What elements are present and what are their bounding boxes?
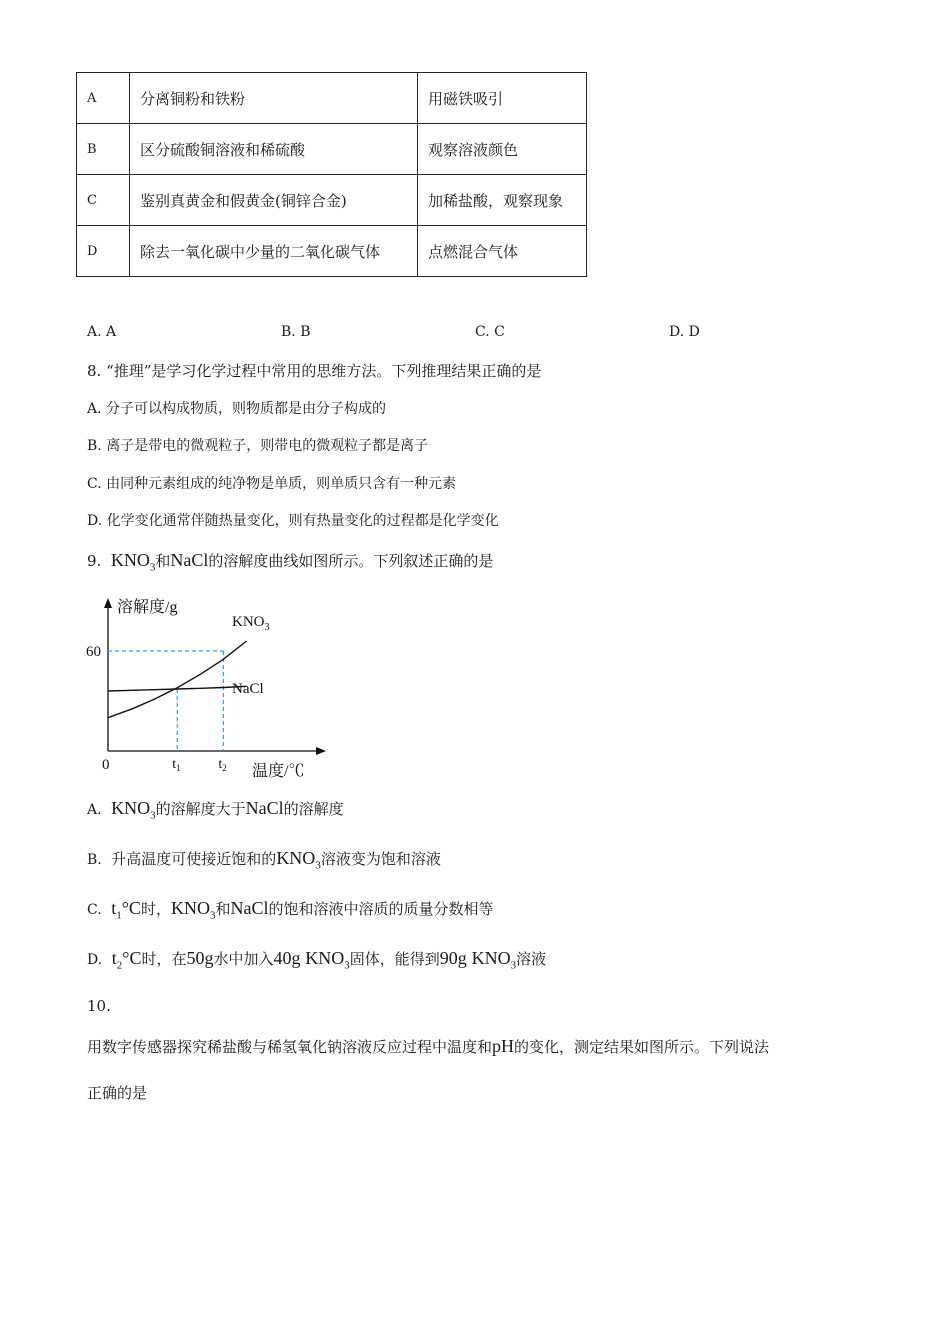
solubility-chart (80, 588, 340, 783)
q8-option-b: B. 离子是带电的微观粒子，则带电的微观粒子都是离子 (87, 438, 429, 454)
y-axis-arrow (104, 598, 112, 608)
experiment-method: 观察溶液颜色 (418, 124, 587, 175)
kno3-formula: $KNO_3$ (110, 550, 156, 574)
x-tick-t1 (172, 757, 180, 773)
y-tick-60: 60 (86, 644, 101, 660)
table-row (77, 175, 587, 226)
q7-option-c: C. C (475, 324, 505, 340)
q10-number: 10. (87, 997, 111, 1015)
experiment-purpose: 区分硫酸铜溶液和稀硫酸 (130, 124, 418, 175)
experiment-method: 加稀盐酸，观察现象 (418, 175, 587, 226)
row-label: C (77, 175, 130, 226)
x-tick-t2 (218, 757, 226, 773)
q9-number: 9. (87, 552, 102, 570)
table-row (77, 73, 587, 124)
kno3-series-label (232, 614, 270, 633)
table-row (77, 124, 587, 175)
nacl-series-label: NaCl (232, 681, 264, 697)
row-label: D (77, 226, 130, 277)
row-label: A (77, 73, 130, 124)
q9-option-d: D. $t_2^\circ C$时，在50g水中加入40g $KNO_3$固体，能得到90g $KNO_3$溶液 (87, 948, 547, 972)
q8-option-c: C. 由同种元素组成的纯净物是单质，则单质只含有一种元素 (87, 476, 457, 492)
q7-option-d: D. D (669, 324, 700, 340)
x-tick-sub: 2 (222, 763, 227, 773)
experiment-method: 点燃混合气体 (418, 226, 587, 277)
experiment-purpose: 除去一氧化碳中少量的二氧化碳气体 (130, 226, 418, 277)
nacl-formula: NaCl (170, 550, 209, 570)
kno3-label-main: KNO (232, 614, 265, 630)
q8-stem: 8. “推理”是学习化学过程中常用的思维方法。下列推理结果正确的是 (87, 362, 542, 380)
y-axis-label: 溶解度/g (117, 599, 178, 616)
table-row (77, 226, 587, 277)
x-tick-letter: t (218, 757, 223, 772)
q10-stem-line1: 用数字传感器探究稀盐酸与稀氢氧化钠溶液反应过程中温度和pH的变化，测定结果如图所示。下列说法 (87, 1036, 770, 1056)
q7-option-b: B. B (281, 324, 311, 340)
x-axis-arrow (316, 747, 326, 755)
kno3-label-sub: 3 (264, 622, 270, 633)
experiment-table (76, 72, 587, 277)
experiment-purpose: 分离铜粉和铁粉 (130, 73, 418, 124)
q9-option-c: C. $t_1^\circ C$时，$KNO_3$和NaCl的饱和溶液中溶质的质量分数相等 (87, 898, 494, 922)
q9-option-a: A. $KNO_3$的溶解度大于NaCl的溶解度 (87, 798, 344, 822)
x-axis-label: 温度/℃ (252, 763, 305, 780)
q8-option-a: A. 分子可以构成物质，则物质都是由分子构成的 (87, 401, 387, 417)
experiment-method: 用磁铁吸引 (418, 73, 587, 124)
x-tick-sub: 1 (176, 763, 181, 773)
row-label: B (77, 124, 130, 175)
x-tick-letter: t (172, 757, 177, 772)
q9-stem: 9. $KNO_3$和NaCl的溶解度曲线如图所示。下列叙述正确的是 (87, 550, 494, 574)
origin-label: 0 (102, 757, 110, 773)
q9-option-b: B. 升高温度可使接近饱和的$KNO_3$溶液变为饱和溶液 (87, 848, 441, 872)
experiment-purpose: 鉴别真黄金和假黄金(铜锌合金) (130, 175, 418, 226)
q10-stem-line2: 正确的是 (87, 1084, 148, 1102)
q8-option-d: D. 化学变化通常伴随热量变化，则有热量变化的过程都是化学变化 (87, 513, 499, 529)
q7-option-a: A. A (87, 324, 117, 340)
